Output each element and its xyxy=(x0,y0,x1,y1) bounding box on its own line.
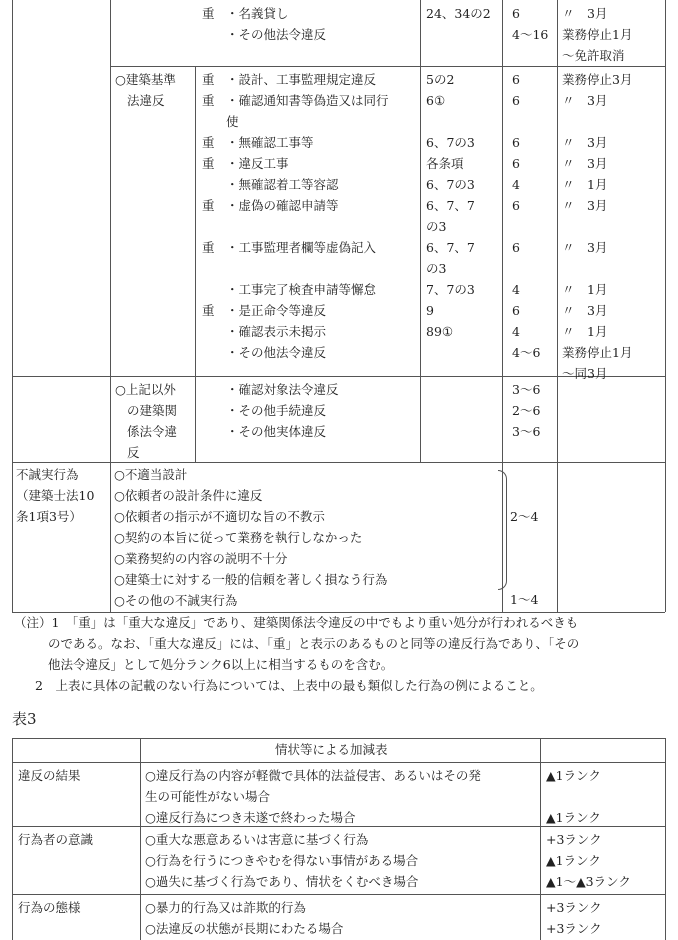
table2-row-divider-d xyxy=(12,462,665,463)
table3-right-border xyxy=(665,738,666,940)
note-2: 2 上表に具体の記載のない行為については、上表中の最も類似した行為の例によること。 xyxy=(35,678,543,693)
section-c-label: ○上記以外 xyxy=(115,382,176,397)
row-b-article: 6、7の3 xyxy=(426,177,475,192)
row-b-rank: 6 xyxy=(512,72,520,87)
row-b-penalty: 業務停止3月 xyxy=(562,72,633,87)
table3-left-border xyxy=(12,738,13,940)
row-b-article: 6、7の3 xyxy=(426,135,475,150)
row-b-rank: 4 xyxy=(512,177,520,192)
row-b-item: ・虚偽の確認申請等 xyxy=(226,198,339,213)
table3-row-text: ○違反行為につき未遂で終わった場合 xyxy=(145,810,356,825)
row-b-penalty: 〃 3月 xyxy=(562,198,608,213)
row-b-penalty: 業務停止1月 xyxy=(562,345,633,360)
row-b-mark: 重 xyxy=(202,240,215,255)
row-b-article: 6、7、7 xyxy=(426,240,475,255)
row-b-item: ・無確認着工等容認 xyxy=(226,177,339,192)
row-b-item: ・その他法令違反 xyxy=(226,345,327,360)
row-c-item: ・その他実体違反 xyxy=(226,424,327,439)
section-c-label: 係法令違 xyxy=(127,424,178,439)
row-b-mark: 重 xyxy=(202,72,215,87)
dishonest-rank-main: 2～4 xyxy=(510,509,539,524)
table3-row-text: ○行為を行うにつきやむを得ない事情がある場合 xyxy=(145,853,419,868)
rank-brace xyxy=(498,470,507,590)
dishonest-item: ○不適当設計 xyxy=(114,467,188,482)
row-b-item: ・違反工事 xyxy=(226,156,289,171)
row-c-item: ・確認対象法令違反 xyxy=(226,382,339,397)
row-b-mark: 重 xyxy=(202,198,215,213)
row-b-rank: 4 xyxy=(512,324,520,339)
table2-left-border xyxy=(12,0,13,612)
table3-top-border xyxy=(12,738,665,739)
row-b-article: 89① xyxy=(426,324,454,339)
row-b-item: ・工事監理者欄等虚偽記入 xyxy=(226,240,377,255)
section-c-label: 反 xyxy=(127,445,140,460)
dishonest-item: ○業務契約の内容の説明不十分 xyxy=(114,551,288,566)
dishonest-rank-last: 1～4 xyxy=(510,592,539,607)
row-b-article: 7、7の3 xyxy=(426,282,475,297)
row-b-item: ・確認表示未掲示 xyxy=(226,324,327,339)
table3-row-adj: ▲1ランク xyxy=(546,853,601,868)
table3-row-text: 生の可能性がない場合 xyxy=(145,789,271,804)
row-b-mark: 重 xyxy=(202,135,215,150)
row-b-rank: 6 xyxy=(512,303,520,318)
table3-row-adj: ▲1ランク xyxy=(546,810,601,825)
table3-row-text: ○過失に基づく行為であり、情状をくむべき場合 xyxy=(145,874,419,889)
table3-row-text: ○暴力的行為又は詐欺的行為 xyxy=(145,900,306,915)
row-a-mark: 重 xyxy=(202,6,215,21)
table3-header-divider xyxy=(12,762,665,763)
table2-col2-divider xyxy=(195,66,196,462)
row-c-rank: 3～6 xyxy=(512,382,541,397)
row-b-item: ・確認通知書等偽造又は同行 xyxy=(226,93,389,108)
table3-group-label: 違反の結果 xyxy=(18,768,81,783)
section-b-label: ○建築基準 xyxy=(115,72,176,87)
row-b-item: ・設計、工事監理規定違反 xyxy=(226,72,377,87)
row-b-penalty: 〃 3月 xyxy=(562,303,608,318)
note-1-line-3: 他法令違反」として処分ランク6以上に相当するものを含む。 xyxy=(48,657,394,672)
table3-row-adj: ▲1～▲3ランク xyxy=(546,874,631,889)
table3-header: 情状等による加減表 xyxy=(275,742,388,757)
row-c-rank: 2～6 xyxy=(512,403,541,418)
row-b-penalty: ～同3月 xyxy=(562,366,608,381)
row-b-rank: 6 xyxy=(512,93,520,108)
row-b-item: ・無確認工事等 xyxy=(226,135,314,150)
row-a-penalty: 〃 3月 xyxy=(562,6,608,21)
table3-col2-divider xyxy=(540,738,541,940)
row-b-rank: 6 xyxy=(512,198,520,213)
row-a-rank: 4～16 xyxy=(512,27,549,42)
section-c-label: の建築関 xyxy=(127,403,178,418)
dishonest-item: ○契約の本旨に従って業務を執行しなかった xyxy=(114,530,363,545)
row-b-penalty: 〃 1月 xyxy=(562,177,608,192)
row-b-article: の3 xyxy=(426,219,447,234)
table3-row-text: ○法違反の状態が長期にわたる場合 xyxy=(145,921,344,936)
dishonest-item: ○依頼者の指示が不適切な旨の不教示 xyxy=(114,509,325,524)
row-b-rank: 6 xyxy=(512,156,520,171)
table3-row-adj: +3ランク xyxy=(546,832,602,847)
table3-title: 表3 xyxy=(12,710,37,728)
row-a-penalty: ～免許取消 xyxy=(562,48,625,63)
note-1-line-1: （注）1 「重」は「重大な違反」であり、建築関係法令違反の中でもより重い処分が行われるべきも xyxy=(14,615,579,630)
row-b-article: 6、7、7 xyxy=(426,198,475,213)
table3-row-text: ○違反行為の内容が軽微で具体的法益侵害、あるいはその発 xyxy=(145,768,481,783)
section-b-label: 法違反 xyxy=(127,93,165,108)
row-b-penalty: 〃 3月 xyxy=(562,93,608,108)
dishonest-label: 不誠実行為 xyxy=(16,467,79,482)
row-b-mark: 重 xyxy=(202,156,215,171)
row-b-rank: 4 xyxy=(512,282,520,297)
row-b-penalty: 〃 3月 xyxy=(562,240,608,255)
row-a-item: ・その他法令違反 xyxy=(226,27,327,42)
dishonest-item: ○建築士に対する一般的信頼を著しく損なう行為 xyxy=(114,572,388,587)
dishonest-item: ○依頼者の設計条件に違反 xyxy=(114,488,263,503)
table3-row-adj: +3ランク xyxy=(546,921,602,936)
row-b-item: ・工事完了検査申請等懈怠 xyxy=(226,282,377,297)
dishonest-label: （建築士法10 xyxy=(16,488,95,503)
row-a-penalty: 業務停止1月 xyxy=(562,27,633,42)
row-c-item: ・その他手続違反 xyxy=(226,403,327,418)
row-b-mark: 重 xyxy=(202,93,215,108)
table3-row-text: ○重大な悪意あるいは害意に基づく行為 xyxy=(145,832,369,847)
table2-col5-divider xyxy=(557,0,558,612)
row-c-rank: 3～6 xyxy=(512,424,541,439)
row-a-item: ・名義貸し xyxy=(226,6,289,21)
row-b-rank: 6 xyxy=(512,240,520,255)
row-b-penalty: 〃 3月 xyxy=(562,135,608,150)
table3-row-adj: ▲1ランク xyxy=(546,768,601,783)
row-b-article: の3 xyxy=(426,261,447,276)
table3-group-label: 行為の態様 xyxy=(18,900,81,915)
table2-row-divider-b xyxy=(110,66,665,67)
dishonest-item: ○その他の不誠実行為 xyxy=(114,593,238,608)
dishonest-label: 条1項3号） xyxy=(16,509,82,524)
row-b-mark: 重 xyxy=(202,303,215,318)
note-1-line-2: のである。なお、「重大な違反」には、「重」と表示のあるものと同等の違反行為であり、「その xyxy=(48,636,580,651)
row-b-article: 9 xyxy=(426,303,434,318)
row-a-article: 24、34の2 xyxy=(426,6,491,21)
row-a-rank: 6 xyxy=(512,6,520,21)
row-b-article: 5の2 xyxy=(426,72,455,87)
table2-right-border xyxy=(665,0,666,612)
row-b-item: ・是正命令等違反 xyxy=(226,303,327,318)
table3-col1-divider xyxy=(140,738,141,940)
table2-col3-divider xyxy=(420,0,421,462)
row-b-article: 6① xyxy=(426,93,446,108)
table2-col1-divider xyxy=(110,0,111,612)
row-b-rank: 6 xyxy=(512,135,520,150)
row-b-article: 各条項 xyxy=(426,156,464,171)
row-b-penalty: 〃 1月 xyxy=(562,282,608,297)
row-b-rank: 4～6 xyxy=(512,345,541,360)
table3-row-adj: +3ランク xyxy=(546,900,602,915)
table3-group-label: 行為者の意識 xyxy=(18,832,94,847)
table3-group-divider-2 xyxy=(12,894,665,895)
row-b-penalty: 〃 1月 xyxy=(562,324,608,339)
row-b-item: 使 xyxy=(226,114,239,129)
row-b-penalty: 〃 3月 xyxy=(562,156,608,171)
